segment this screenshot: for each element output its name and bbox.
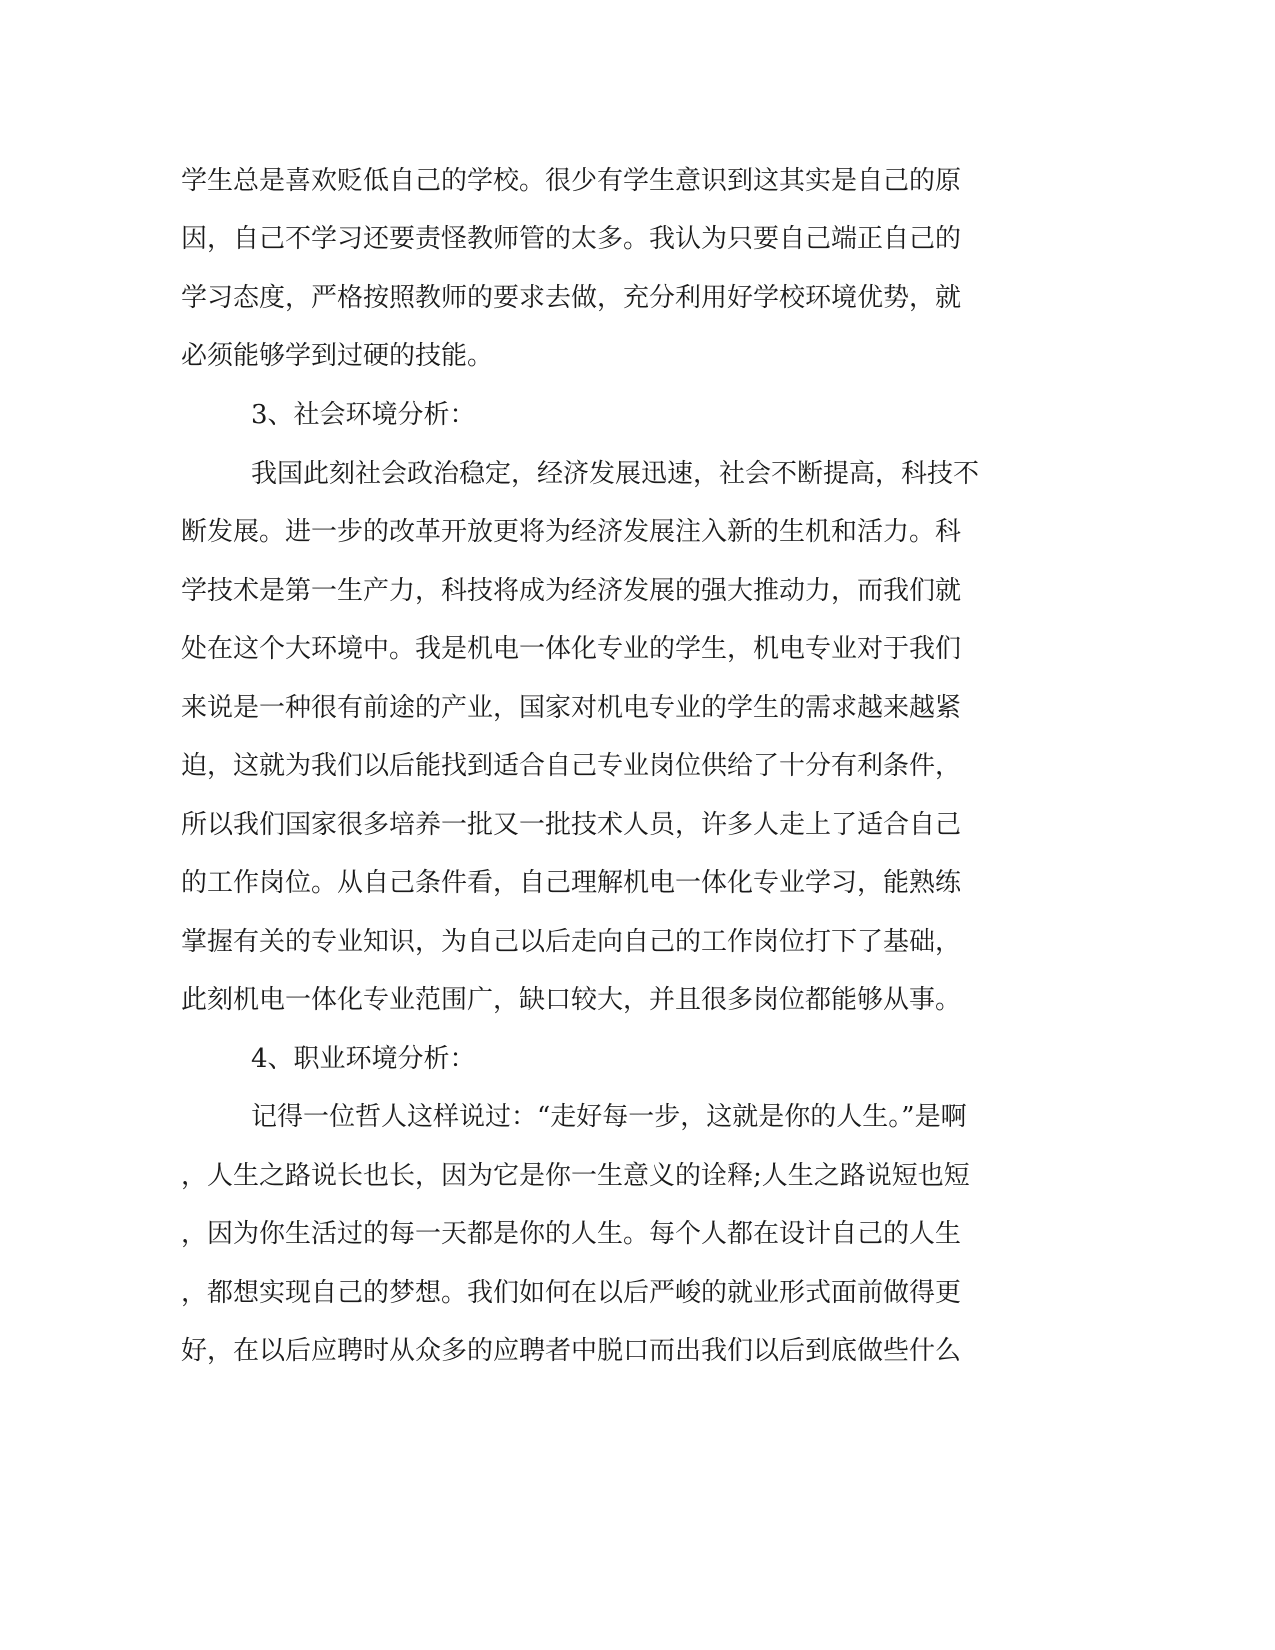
text-line: 处在这个大环境中。我是机电一体化专业的学生，机电专业对于我们 <box>181 634 962 664</box>
text-line: 来说是一种很有前途的产业，国家对机电专业的学生的需求越来越紧 <box>181 693 962 723</box>
text-line: 所以我们国家很多培养一批又一批技术人员，许多人走上了适合自己 <box>181 810 962 840</box>
text-line: ，因为你生活过的每一天都是你的人生。每个人都在设计自己的人生 <box>181 1219 962 1249</box>
text-line: 记得一位哲人这样说过：“走好每一步，这就是你的人生。”是啊 <box>251 1102 967 1132</box>
text-line: 学习态度，严格按照教师的要求去做，充分利用好学校环境优势，就 <box>181 283 962 313</box>
section-heading: 3、社会环境分析： <box>251 400 476 430</box>
text-line: 好，在以后应聘时从众多的应聘者中脱口而出我们以后到底做些什么 <box>181 1336 962 1366</box>
text-line: 学技术是第一生产力，科技将成为经济发展的强大推动力，而我们就 <box>181 576 962 606</box>
text-line: 断发展。进一步的改革开放更将为经济发展注入新的生机和活力。科 <box>181 517 962 547</box>
text-line: 掌握有关的专业知识，为自己以后走向自己的工作岗位打下了基础， <box>181 927 962 957</box>
text-line: 因，自己不学习还要责怪教师管的太多。我认为只要自己端正自己的 <box>181 224 962 254</box>
text-line: ，都想实现自己的梦想。我们如何在以后严峻的就业形式面前做得更 <box>181 1278 962 1308</box>
text-line: 的工作岗位。从自己条件看，自己理解机电一体化专业学习，能熟练 <box>181 868 962 898</box>
section-heading: 4、职业环境分析： <box>251 1044 476 1074</box>
text-line: 我国此刻社会政治稳定，经济发展迅速，社会不断提高，科技不 <box>251 459 980 489</box>
text-line: 必须能够学到过硬的技能。 <box>181 341 494 371</box>
text-line: 此刻机电一体化专业范围广，缺口较大，并且很多岗位都能够从事。 <box>181 985 962 1015</box>
text-line: ，人生之路说长也长，因为它是你一生意义的诠释;人生之路说短也短 <box>181 1161 970 1191</box>
text-line: 学生总是喜欢贬低自己的学校。很少有学生意识到这其实是自己的原 <box>181 166 962 196</box>
text-line: 迫，这就为我们以后能找到适合自己专业岗位供给了十分有利条件， <box>181 751 962 781</box>
